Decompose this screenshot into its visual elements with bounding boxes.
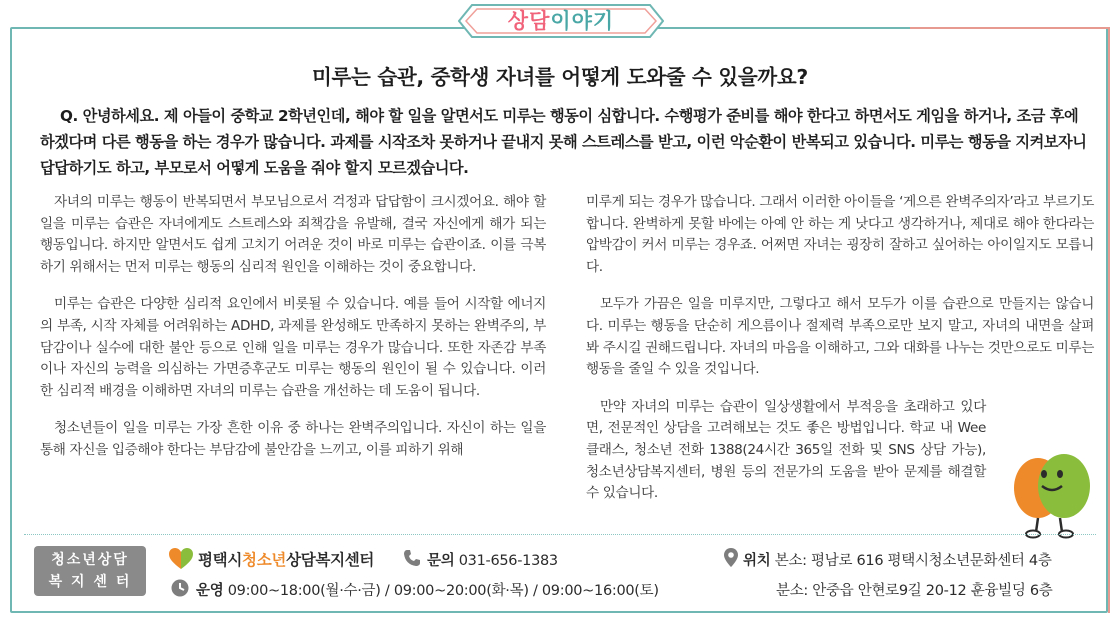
article-title: 미루는 습관, 중학생 자녀를 어떻게 도와줄 수 있을까요? — [311, 65, 808, 89]
right-paragraph-2: 모두가 가끔은 일을 미루지만, 그렇다고 해서 모두가 이를 습관으로 만들지는 않습니다. 미루는 행동을 단순히 게으름이나 절제력 부족으로만 보지 말고, 자녀의 내면을 살펴봐 주시길 권해드립니다. 자녀의 마음을 이해하고, 그와 대화를 나누는 것만으로도 미루는 행동을 줄일 수 있을 것입니다. — [586, 296, 1094, 378]
hours-value: 09:00~18:00(월·수·금) / 09:00~20:00(화·목) / 09:00~16:00(토) — [227, 583, 659, 599]
location-pin-icon — [724, 548, 738, 567]
org-name-post: 상담복지센터 — [286, 551, 375, 569]
center-badge — [34, 546, 146, 596]
org-name-pre: 평택시 — [198, 551, 243, 569]
left-paragraph-3: 청소년들이 일을 미루는 가장 흔한 이유 중 하나는 완벽주의입니다. 자신이 하는 일을 통해 자신을 입증해야 한다는 부담감에 불안감을 느끼고, 이를 피하기 위해 — [40, 420, 546, 458]
branch-office: 분소: 안중읍 안현로9길 20-12 훈융빌딩 6층 — [776, 583, 1053, 599]
banner-part1: 상담 — [507, 9, 551, 33]
org-name — [198, 548, 374, 570]
phone-number[interactable]: 031-656-1383 — [458, 553, 558, 569]
right-paragraph-3: 만약 자녀의 미루는 습관이 일상생활에서 부적응을 초래하고 있다면, 전문적인 상담을 고려해보는 것도 좋은 방법입니다. 학교 내 Wee 클래스, 청소년 전화 1388(24시간 365일 전화 및 SNS 상담 가능), 청소년상담복지센터, 병원 등의 전문가의 도움을 받아 문제를 해결할 수 있습니다. — [586, 398, 986, 502]
main-office: 본소: 평남로 616 평택시청소년문화센터 4층 — [774, 553, 1052, 569]
clock-icon — [171, 579, 189, 597]
left-paragraph-1: 자녀의 미루는 행동이 반복되면서 부모님으로서 걱정과 답답함이 크시겠어요. 해야 할 일을 미루는 습관은 자녀에게도 스트레스와 죄책감을 유발해, 결국 자신에게 해가 되는 행동입니다. 하지만 알면서도 쉽게 고치기 어려운 것이 바로 미루는 습관이죠. 이를 극복하기 위해서는 먼저 미루는 행동의 심리적 원인을 이해하는 것이 중요합니다. — [40, 194, 546, 275]
phone-label: 문의 — [427, 553, 455, 569]
answer-left-column — [40, 192, 546, 478]
hours-label: 운영 — [196, 583, 224, 599]
right-paragraph-1: 미루게 되는 경우가 많습니다. 그래서 이러한 아이들을 ‘게으른 완벽주의자’라고 부르기도 합니다. 완벽하게 못할 바에는 아예 안 하는 게 낫다고 생각하거나, 제대로 해야 한다라는 압박감이 커서 미루는 경우죠. 어쩌면 자녀는 굉장히 잘하고 싶어하는 아이일지도 모릅니다. — [586, 194, 1094, 275]
mascot-icon — [1008, 448, 1094, 540]
location-label: 위치 — [743, 553, 771, 569]
banner-title — [458, 6, 664, 36]
phone-row — [427, 549, 558, 570]
phone-icon — [403, 549, 421, 567]
banner-part2: 이야기 — [550, 9, 615, 33]
badge-line2: 복 지 센 터 — [48, 574, 132, 590]
heart-logo-icon — [169, 548, 193, 570]
footer-divider — [24, 534, 1096, 535]
location-row — [743, 549, 1052, 570]
badge-line1: 청소년상담 — [51, 552, 129, 568]
question-text: Q. 안녕하세요. 제 아들이 중학교 2학년인데, 해야 할 일을 알면서도 미루는 행동이 심합니다. 수행평가 준비를 해야 한다고 하면서도 게임을 하거나, 조금 후에 하겠다며 다른 행동을 하는 경우가 많습니다. 과제를 시작조차 못하거나 끝내지 못해 스트레스를 받고, 이런 악순환이 반복되고 있습니다. 미루는 행동을 지켜보자니 답답하기도 하고, 부모로서 어떻게 도움을 줘야 할지 모르겠습니다. — [40, 107, 1087, 177]
org-name-highlight: 청소년 — [242, 551, 287, 569]
left-paragraph-2: 미루는 습관은 다양한 심리적 요인에서 비롯될 수 있습니다. 예를 들어 시작할 에너지의 부족, 시작 자체를 어려워하는 ADHD, 과제를 완성해도 만족하지 못하는 완벽주의, 부담감이나 실수에 대한 불안 등으로 인해 일을 미루는 경우가 많습니다. 또한 자존감 부족이나 자신의 능력을 의심하는 가면증후군도 미루는 행동의 원인이 될 수 있습니다. 이러한 심리적 배경을 이해하면 자녀의 미루는 습관을 개선하는 데 도움이 됩니다. — [40, 296, 546, 399]
hours-row — [196, 579, 659, 600]
